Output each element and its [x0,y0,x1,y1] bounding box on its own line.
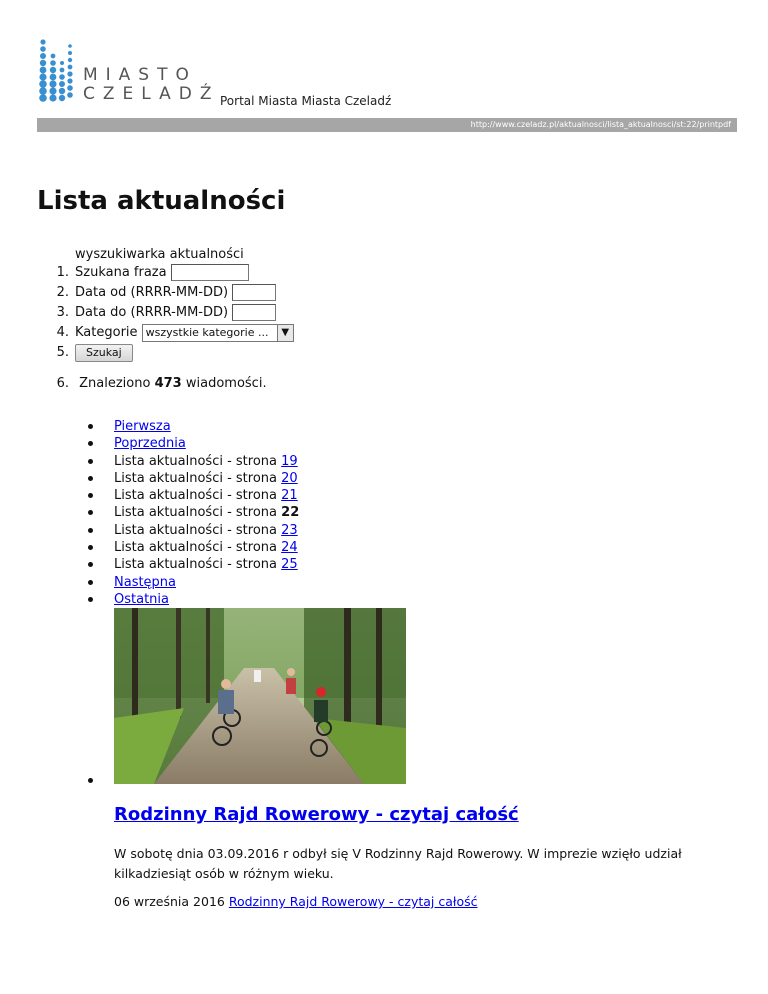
results-prefix: Znaleziono [79,376,151,391]
page-link-23[interactable]: 23 [281,522,298,538]
dropdown-arrow-icon[interactable]: ▼ [277,325,293,341]
last-page-link[interactable]: Ostatnia [114,591,169,607]
news-title-link[interactable]: Rodzinny Rajd Rowerowy - czytaj całość [114,804,519,825]
pagination-item [77,539,299,556]
list-bullet [88,778,93,783]
news-date-line [114,892,477,912]
search-caption: wyszukiwarka aktualności [75,247,244,262]
category-label: Kategorie [75,325,138,340]
date-from-label: Data od (RRRR-MM-DD) [75,285,229,300]
pagination-item [77,487,299,504]
pagination-item [77,591,299,608]
city-logo-icon [37,36,77,108]
page-prefix: Lista aktualności - strona [114,488,278,504]
results-count-value: 473 [154,376,182,391]
row-number: 6. [56,376,69,391]
results-suffix: wiadomości. [185,376,267,391]
page-prefix: Lista aktualności - strona [114,557,278,573]
news-search-form [37,246,437,363]
site-header [37,36,737,116]
page-link-19[interactable]: 19 [281,453,298,469]
pagination-item [77,504,299,521]
row-number: 2. [56,285,69,300]
read-more-link[interactable]: Rodzinny Rajd Rowerowy - czytaj całość [228,894,478,909]
results-count [37,374,267,394]
page-link-21[interactable]: 21 [281,488,298,504]
news-photo[interactable] [114,608,406,784]
page-prefix: Lista aktualności - strona [114,505,278,521]
search-button[interactable]: Szukaj [75,344,133,362]
current-page: 22 [281,505,300,521]
page-prefix: Lista aktualności - strona [114,540,278,556]
date-to-input[interactable] [232,304,276,321]
date-to-label: Data do (RRRR-MM-DD) [75,305,229,320]
phrase-input[interactable] [171,264,249,281]
pagination-item [77,453,299,470]
page-prefix: Lista aktualności - strona [114,453,278,469]
search-row-phrase [37,263,437,283]
pagination-item [77,522,299,539]
page-link-25[interactable]: 25 [281,557,298,573]
portal-name: Portal Miasta Miasta Czeladź [220,94,392,108]
logo-line-2: CZELADŹ [83,84,220,104]
pagination-item [77,556,299,573]
search-row-submit [37,343,437,363]
page-prefix: Lista aktualności - strona [114,470,278,486]
row-number: 5. [56,345,69,360]
row-number: 4. [56,325,69,340]
pagination [77,418,299,608]
pagination-item [77,435,299,452]
next-page-link[interactable]: Następna [114,574,177,590]
prev-page-link[interactable]: Poprzednia [114,436,186,452]
logo-wordmark [83,66,219,104]
page-prefix: Lista aktualności - strona [114,522,278,538]
pagination-item [77,574,299,591]
search-row-date-from [37,283,437,303]
logo-line-1: MIASTO [83,65,197,85]
page-title: Lista aktualności [37,186,286,216]
news-lead: W sobotę dnia 03.09.2016 r odbył się V Rodzinny Rajd Rowerowy. W imprezie wzięło udział kilkadziesiąt osób w różnym wieku. [114,846,682,881]
date-from-input[interactable] [232,284,276,301]
category-selected-value: wszystkie kategorie ... [145,325,269,339]
search-row-date-to [37,303,437,323]
page-link-20[interactable]: 20 [281,470,298,486]
page-link-24[interactable]: 24 [281,540,298,556]
news-date: 06 września 2016 [114,894,225,909]
search-row-category [37,323,437,343]
row-number: 1. [56,265,69,280]
phrase-label: Szukana fraza [75,265,167,280]
pagination-item [77,418,299,435]
row-number: 3. [56,305,69,320]
first-page-link[interactable]: Pierwsza [114,419,171,434]
print-url-bar: http://www.czeladz.pl/aktualnosci/lista_aktualnosci/st:22/printpdf [37,118,737,132]
category-select[interactable] [142,324,294,342]
pagination-item [77,470,299,487]
news-title [114,804,519,825]
